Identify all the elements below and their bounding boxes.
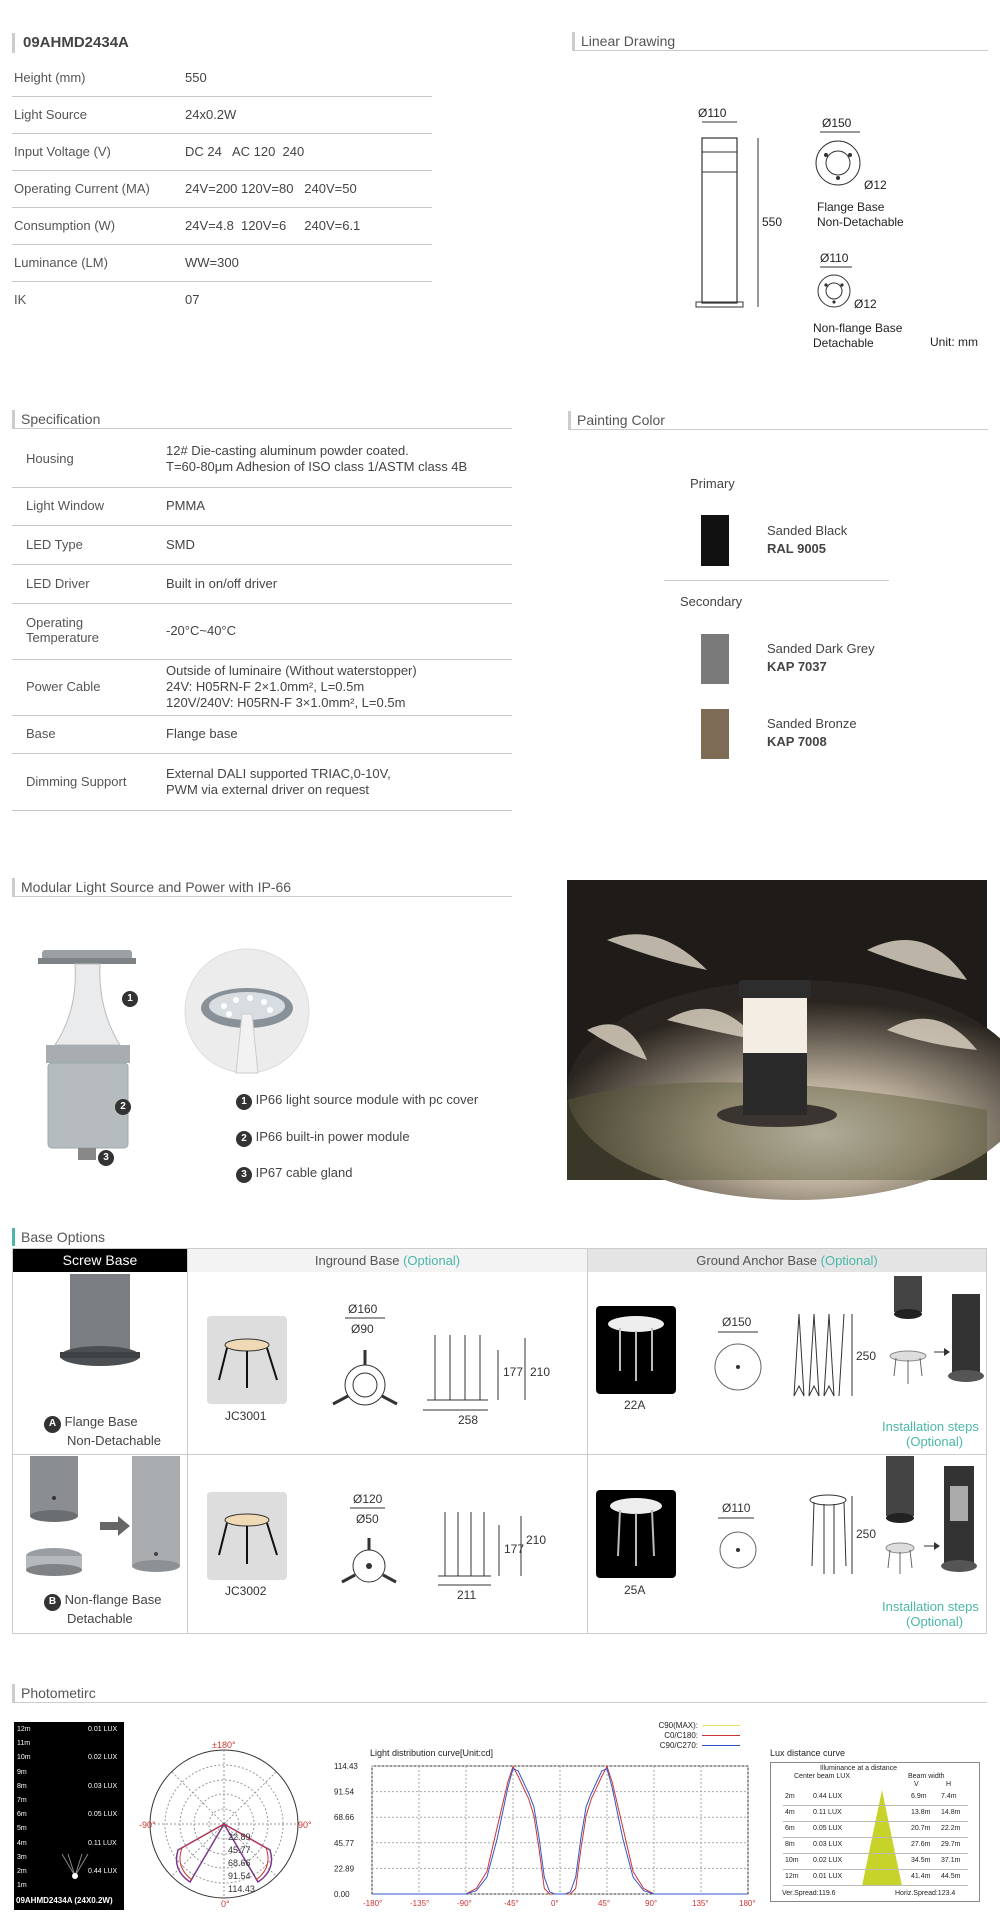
isolux-row-label: 9m xyxy=(17,1768,27,1776)
specification-value-line: Outside of luminaire (Without waterstopper) xyxy=(166,663,417,678)
lux-cell-d: 12m xyxy=(785,1873,799,1880)
item-number-2: 2 xyxy=(236,1131,252,1147)
inground-a-dia-outer: Ø160 xyxy=(348,1302,378,1316)
inground-b-width: 211 xyxy=(457,1588,477,1602)
lux-cell-d: 10m xyxy=(785,1857,799,1864)
legend-swatch xyxy=(702,1745,740,1746)
product-photo xyxy=(567,880,987,1180)
specification-value xyxy=(166,663,417,711)
specification-value xyxy=(166,576,277,592)
specification-value xyxy=(166,443,467,475)
nonflange-label-2: Detachable xyxy=(813,336,874,350)
anchor-a-height: 250 xyxy=(856,1349,877,1363)
inground-a-dia-inner: Ø90 xyxy=(351,1322,374,1336)
anchor-a-steps-1: Installation steps xyxy=(882,1419,979,1434)
col-divider-2 xyxy=(587,1272,588,1634)
spec-value: WW=300 xyxy=(185,255,239,270)
spec-label: Input Voltage (V) xyxy=(14,144,111,159)
row-divider xyxy=(12,96,432,97)
row-a-label-2: Non-Detachable xyxy=(67,1433,161,1448)
spec-label: Luminance (LM) xyxy=(14,255,108,270)
lux-cell-d: 6m xyxy=(785,1825,795,1832)
isolux-row-label: 3m xyxy=(17,1853,27,1861)
polar-bottom-label: 0° xyxy=(221,1899,230,1909)
module-detail-circle xyxy=(184,948,310,1074)
isolux-value-label: 0.11 LUX xyxy=(88,1839,117,1847)
y-tick-label: 91.54 xyxy=(334,1787,355,1797)
lux-cell-lux: 0.01 LUX xyxy=(813,1873,843,1880)
lux-row-divider xyxy=(783,1885,968,1886)
row-a-letter: A xyxy=(44,1416,61,1433)
row-divider xyxy=(12,133,432,134)
item-text-1: IP66 light source module with pc cover xyxy=(255,1092,479,1107)
color-code-black: RAL 9005 xyxy=(767,541,827,556)
dim-flange-hole: Ø12 xyxy=(864,178,887,192)
isolux-value-label: 0.01 LUX xyxy=(88,1726,118,1733)
spec-value: 24V=200 120V=80 240V=50 xyxy=(185,181,357,196)
inground-b-code: JC3002 xyxy=(225,1584,267,1598)
lux-cell-d: 8m xyxy=(785,1841,795,1848)
specification-value xyxy=(166,726,238,742)
specification-value-line: Built in on/off driver xyxy=(166,575,278,591)
anchor-b-dia: Ø110 xyxy=(722,1501,751,1515)
y-tick-label: 114.43 xyxy=(334,1762,358,1771)
row-divider xyxy=(12,170,432,171)
color-swatch-dark-grey xyxy=(701,634,729,684)
isolux-row-label: 11m xyxy=(17,1740,31,1748)
specification-label: Housing xyxy=(26,450,74,466)
specification-value-line: 24V: H05RN-F 2×1.0mm², L=0.5m xyxy=(166,679,365,694)
x-tick-label: 180° xyxy=(739,1899,756,1908)
row-divider xyxy=(12,810,512,811)
row-divider xyxy=(12,281,432,282)
spec-label: Height (mm) xyxy=(14,70,86,85)
item-text-3: IP67 cable gland xyxy=(255,1165,353,1180)
row-divider xyxy=(12,715,512,716)
dim-nonflange-dia: Ø110 xyxy=(820,251,849,265)
polar-right-label: 90° xyxy=(298,1820,312,1830)
polar-left-label: -90° xyxy=(139,1820,156,1830)
legend-swatch xyxy=(702,1735,740,1736)
specification-value xyxy=(166,623,236,639)
isolux-caption: 09AHMD2434A (24X0.2W) xyxy=(16,1896,113,1905)
module-product-illustration xyxy=(30,940,150,1170)
polar-value-2: 45.77 xyxy=(228,1845,251,1855)
lux-cell-h: 29.7m xyxy=(941,1841,961,1848)
legend-label: C90(MAX): xyxy=(658,1720,698,1730)
isolux-value-label: 0.03 LUX xyxy=(88,1782,118,1790)
row-b-label-1: Non-flange Base xyxy=(64,1592,162,1607)
lux-row-divider xyxy=(783,1805,968,1806)
specification-value-line: Flange base xyxy=(166,726,238,741)
inground-b-177: 177 xyxy=(504,1542,525,1556)
lux-cell-v: 20.7m xyxy=(911,1825,931,1832)
row-a-label-1: Flange Base xyxy=(64,1414,138,1429)
lux-rows xyxy=(783,1790,968,1886)
row-a-label xyxy=(44,1414,161,1449)
anchor-b-code: 25A xyxy=(624,1583,646,1597)
row-divider xyxy=(12,487,512,488)
modular-title: Modular Light Source and Power with IP-66 xyxy=(12,878,512,897)
painting-color-title: Painting Color xyxy=(568,411,988,430)
isolux-beam xyxy=(60,1850,90,1880)
isolux-value-label: 0.05 LUX xyxy=(88,1811,118,1819)
header-ground-anchor-base xyxy=(587,1249,986,1272)
lux-cell-h: 14.8m xyxy=(941,1809,961,1816)
isolux-row-label: 5m xyxy=(17,1825,27,1833)
x-tick-label: -180° xyxy=(363,1899,383,1908)
inground-label: Inground Base xyxy=(314,1253,400,1268)
isolux-values xyxy=(88,1722,126,1892)
spec-label: Consumption (W) xyxy=(14,218,116,233)
header-screw-base: Screw Base xyxy=(13,1249,187,1272)
anchor-optional: (Optional) xyxy=(820,1253,878,1268)
dim-nonflange-hole: Ø12 xyxy=(854,297,877,311)
row-divider xyxy=(12,753,512,754)
x-tick-label: -45° xyxy=(504,1899,519,1908)
specification-label: Power Cable xyxy=(26,679,101,694)
linear-drawing-title: Linear Drawing xyxy=(572,32,988,51)
specification-value-line: T=60-80μm Adhesion of ISO class 1/ASTM class 4B xyxy=(166,458,468,474)
y-tick-label: 45.77 xyxy=(334,1838,355,1848)
specification-label: LED Driver xyxy=(26,575,90,591)
chart-legend xyxy=(620,1720,750,1750)
dim-height: 550 xyxy=(762,215,783,229)
x-tick-label: 0° xyxy=(551,1899,559,1908)
x-tick-label: 45° xyxy=(598,1899,611,1908)
polar-chart xyxy=(139,1740,312,1909)
item-text-2: IP66 built-in power module xyxy=(255,1129,410,1144)
isolux-row-label: 4m xyxy=(17,1839,27,1847)
isolux-value-label: 0.44 LUX xyxy=(88,1868,118,1875)
color-swatch-bronze xyxy=(701,709,729,759)
screw-base-a-image xyxy=(55,1274,145,1374)
base-options-title: Base Options xyxy=(12,1228,987,1246)
item-number-3: 3 xyxy=(236,1167,252,1183)
specification-value-line: 120V/240V: H05RN-F 3×1.0mm², L=0.5m xyxy=(166,695,406,710)
specification-label: LED Type xyxy=(26,536,83,552)
isolux-row-label: 2m xyxy=(17,1868,27,1875)
specification-label: Light Window xyxy=(26,498,105,513)
lux-cell-v: 27.6m xyxy=(911,1841,931,1848)
specification-value-line: -20°C~40°C xyxy=(166,623,237,638)
lux-cell-h: 37.1m xyxy=(941,1857,961,1864)
specification-value-line: PMMA xyxy=(166,498,205,513)
specification-label: Base xyxy=(26,726,56,741)
lux-cell-h: 22.2m xyxy=(941,1825,961,1832)
color-name-bronze: Sanded Bronze xyxy=(767,716,857,731)
polar-top-label: ±180° xyxy=(212,1740,236,1750)
inground-b-dia-inner: Ø50 xyxy=(356,1512,379,1526)
spec-value: 07 xyxy=(185,292,200,307)
isolux-row-label: 7m xyxy=(17,1797,27,1804)
lux-cell-lux: 0.44 LUX xyxy=(813,1793,843,1800)
distribution-chart xyxy=(330,1756,760,1912)
isolux-row-label: 8m xyxy=(17,1782,27,1790)
x-tick-label: 90° xyxy=(645,1899,658,1908)
row-divider xyxy=(12,207,432,208)
lux-row-divider xyxy=(783,1869,968,1870)
isolux-row-label: 10m xyxy=(17,1754,31,1762)
legend-item xyxy=(620,1730,750,1740)
lux-table-header: Illuminance at a distance xyxy=(820,1765,898,1772)
isolux-row-label: 6m xyxy=(17,1811,27,1819)
ground-anchor-a-drawing xyxy=(594,1276,989,1449)
specification-value xyxy=(166,537,195,553)
inground-a-width: 258 xyxy=(458,1413,479,1427)
photometric-title: Photometirc xyxy=(12,1684,987,1703)
row-divider xyxy=(12,659,512,660)
anchor-a-steps-2: (Optional) xyxy=(906,1434,964,1449)
specification-value-line: 12# Die-casting aluminum powder coated. xyxy=(166,442,409,458)
specification-value xyxy=(166,766,391,798)
header-inground-base xyxy=(187,1249,587,1272)
secondary-label: Secondary xyxy=(680,594,743,609)
specification-label: Operating Temperature xyxy=(26,615,99,645)
row-b-label-2: Detachable xyxy=(67,1611,133,1626)
lux-col1-header: Center beam LUX xyxy=(794,1773,851,1780)
x-tick-label: 135° xyxy=(692,1899,709,1908)
x-tick-label: -90° xyxy=(457,1899,472,1908)
dim-flange-dia: Ø150 xyxy=(822,116,852,130)
ground-anchor-b-drawing xyxy=(594,1456,989,1629)
legend-label: C0/C180: xyxy=(664,1730,698,1740)
isolux-row-label: 1m xyxy=(17,1882,27,1890)
ver-spread: Ver.Spread:119.6 xyxy=(782,1890,836,1897)
x-tick-label: -135° xyxy=(410,1899,430,1908)
row-b-label xyxy=(44,1592,161,1627)
lux-row-divider xyxy=(783,1853,968,1854)
anchor-label: Ground Anchor Base xyxy=(696,1253,817,1268)
isolux-rows xyxy=(17,1722,57,1892)
row-divider xyxy=(12,603,512,604)
anchor-b-steps-2: (Optional) xyxy=(906,1614,964,1629)
specification-label: Dimming Support xyxy=(26,773,127,789)
inground-b-drawing xyxy=(205,1480,585,1610)
linear-drawing xyxy=(660,80,1000,350)
y-tick-label: 68.66 xyxy=(334,1813,355,1823)
anchor-b-height: 250 xyxy=(856,1527,877,1541)
specification-value-line: PWM via external driver on request xyxy=(166,781,370,797)
spec-value: 24V=4.8 120V=6 240V=6.1 xyxy=(185,218,361,233)
specification-title: Specification xyxy=(12,410,512,429)
row-divider xyxy=(13,1454,987,1455)
lux-cell-h: 44.5m xyxy=(941,1873,961,1880)
color-name-black: Sanded Black xyxy=(767,523,848,538)
lux-cell-lux: 0.02 LUX xyxy=(813,1857,843,1864)
row-b-letter: B xyxy=(44,1594,61,1611)
lux-distance-title: Lux distance curve xyxy=(770,1748,846,1758)
lux-cell-lux: 0.11 LUX xyxy=(813,1809,842,1816)
polar-value-5: 114.43 xyxy=(228,1884,255,1894)
lux-cell-lux: 0.03 LUX xyxy=(813,1841,843,1848)
legend-label: C90/C270: xyxy=(659,1740,698,1750)
inground-b-210: 210 xyxy=(526,1533,547,1547)
lux-cell-d: 4m xyxy=(785,1809,795,1816)
lux-cell-v: 13.8m xyxy=(911,1809,931,1816)
lux-cell-v: 6.9m xyxy=(911,1793,927,1800)
legend-swatch xyxy=(702,1725,740,1726)
spec-value: DC 24 AC 120 240 xyxy=(185,144,305,159)
lux-cell-h: 7.4m xyxy=(941,1793,957,1800)
lux-cell-v: 41.4m xyxy=(911,1873,931,1880)
anchor-b-steps-1: Installation steps xyxy=(882,1599,979,1614)
row-divider xyxy=(12,564,512,565)
color-code-dark-grey: KAP 7037 xyxy=(767,659,827,674)
spec-value: 24x0.2W xyxy=(185,107,237,122)
isolux-row-label: 12m xyxy=(17,1726,31,1733)
lux-cell-lux: 0.05 LUX xyxy=(813,1825,843,1832)
spec-label: Light Source xyxy=(14,107,87,122)
row-divider xyxy=(12,525,512,526)
isolux-value-label: 0.02 LUX xyxy=(88,1754,118,1762)
legend-item xyxy=(620,1740,750,1750)
flange-label-2: Non-Detachable xyxy=(817,215,904,229)
lux-cell-d: 2m xyxy=(785,1793,795,1800)
distribution-chart-title: Light distribution curve[Unit:cd] xyxy=(370,1748,494,1758)
spec-label: IK xyxy=(14,292,27,307)
item-number-1: 1 xyxy=(236,1094,252,1110)
specification-value-line: SMD xyxy=(166,536,195,552)
color-code-bronze: KAP 7008 xyxy=(767,734,827,749)
lux-row-divider xyxy=(783,1837,968,1838)
inground-b-dia-outer: Ø120 xyxy=(353,1492,383,1506)
specification-value-line: External DALI supported TRIAC,0-10V, xyxy=(166,765,391,781)
spec-value: 550 xyxy=(185,70,207,85)
anchor-a-dia: Ø150 xyxy=(722,1315,752,1329)
legend-item xyxy=(620,1720,750,1730)
flange-label-1: Flange Base xyxy=(817,200,885,214)
inground-a-drawing xyxy=(205,1300,585,1430)
inground-a-210: 210 xyxy=(530,1365,551,1379)
module-item-3 xyxy=(236,1165,352,1183)
color-swatch-black xyxy=(701,515,729,566)
product-code: 09AHMD2434A xyxy=(12,33,432,53)
y-tick-label: 22.89 xyxy=(334,1864,355,1874)
module-callout-3: 3 xyxy=(98,1148,114,1166)
module-item-1 xyxy=(236,1092,478,1110)
anchor-a-code: 22A xyxy=(624,1398,646,1412)
y-tick-label: 0.00 xyxy=(334,1890,350,1899)
module-item-2 xyxy=(236,1129,410,1147)
lux-row-divider xyxy=(783,1821,968,1822)
nonflange-label-1: Non-flange Base xyxy=(813,321,903,335)
row-divider xyxy=(12,244,432,245)
dim-dia-top: Ø110 xyxy=(698,106,727,120)
lux-h-header: H xyxy=(946,1781,952,1788)
unit-label: Unit: mm xyxy=(930,335,978,349)
polar-value-4: 91.54 xyxy=(228,1871,251,1881)
col-divider-1 xyxy=(187,1272,188,1634)
primary-label: Primary xyxy=(690,476,735,491)
polar-value-1: 22.89 xyxy=(228,1832,251,1842)
screw-base-b-image xyxy=(20,1456,180,1596)
inground-optional: (Optional) xyxy=(403,1253,461,1268)
hor-spread: Horiz.Spread:123.4 xyxy=(895,1890,956,1897)
module-callout-1: 1 xyxy=(122,989,138,1007)
spec-label: Operating Current (MA) xyxy=(14,181,150,196)
module-callout-2: 2 xyxy=(115,1097,131,1115)
color-name-dark-grey: Sanded Dark Grey xyxy=(767,641,875,656)
inground-a-code: JC3001 xyxy=(225,1409,267,1423)
specification-value xyxy=(166,498,205,514)
inground-a-177: 177 xyxy=(503,1365,524,1379)
divider xyxy=(664,580,889,581)
polar-value-3: 68.66 xyxy=(228,1858,251,1868)
lux-v-header: V xyxy=(914,1781,919,1788)
lux-col2-header: Beam width xyxy=(908,1773,945,1780)
lux-cell-v: 34.5m xyxy=(911,1857,931,1864)
